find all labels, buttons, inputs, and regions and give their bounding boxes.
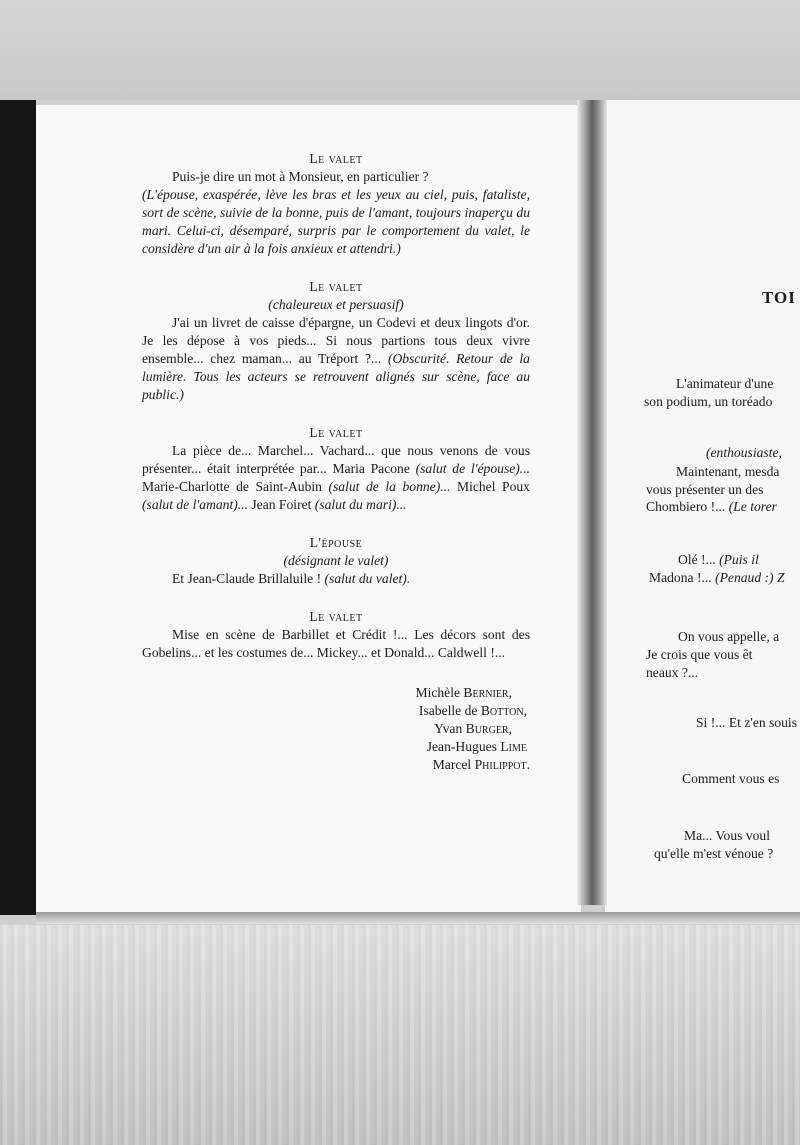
speaker-name: L'épouse [309, 535, 363, 550]
speaker-name: Le valet [309, 609, 363, 624]
speaker-manner: (désignant le valet) [283, 553, 389, 568]
signature-line: Isabelle de Botton, [418, 703, 527, 718]
speech: J'ai un livret de caisse d'épargne, un Codevi et deux lingots d'or. Je les dépose à vos pieds... Si nous partions tous deux vivre ensemble... chez maman... au Tréport ?... (Obscurité. Retour de la lumière. Tous les acteurs se retrouvent alignés sur scène, face au public.) [142, 315, 530, 402]
scan-background-top [0, 0, 800, 100]
right-line: Madona !... (Penaud :) Z [649, 570, 785, 585]
right-line: qu'elle m'est vénoue ? [654, 846, 774, 861]
right-line: Comment vous es [682, 771, 780, 786]
page-bottom-edge [36, 912, 800, 924]
speech: Puis-je dire un mot à Monsieur, en particulier ? [172, 169, 429, 184]
right-line: Maintenant, mesda [676, 464, 780, 479]
right-direction: (enthousiaste, [706, 445, 782, 460]
right-line: L'animateur d'une [676, 376, 774, 391]
book-gutter [577, 100, 607, 905]
right-line: Si !... Et z'en souis [696, 715, 797, 730]
signature-line: Marcel Philippot. [432, 757, 530, 772]
stage-direction: (Obscurité. Retour de la lumière. Tous les acteurs se retrouvent alignés sur scène, face au public.) [142, 351, 530, 402]
speech: Mise en scène de Barbillet et Crédit !... Les décors sont des Gobelins... et les costumes de... Mickey... et Donald... Caldwell !... [142, 627, 530, 660]
signature-line: Jean-Hugues Lime [426, 739, 527, 754]
scan-background-fade [0, 925, 800, 1145]
right-line: Ma... Vous voul [684, 828, 770, 843]
signature-line: Michèle Bernier, [415, 685, 512, 700]
scan-left-dark-edge [0, 100, 36, 915]
right-line: Olé !... (Puis il [678, 552, 759, 567]
right-line: vous présenter un des [646, 482, 764, 497]
right-line: Je crois que vous êt [646, 647, 753, 662]
right-line: neaux ?... [646, 665, 699, 680]
right-page-title: TOI [762, 288, 796, 307]
stage-direction: (salut du valet). [324, 571, 411, 586]
right-line: Chombiero !... (Le torer [646, 499, 777, 514]
speaker-manner: (chaleureux et persuasif) [268, 297, 404, 312]
speech: Et Jean-Claude Brillaluile ! (salut du valet). [172, 571, 411, 586]
signature-line: Yvan Burger, [434, 721, 512, 736]
right-line: son podium, un toréado [644, 394, 773, 409]
signatures [142, 684, 530, 774]
speaker-name: Le valet [309, 151, 363, 166]
speaker-name: Le valet [309, 425, 363, 440]
left-page-text [142, 150, 530, 774]
right-line: On vous appelle, a [678, 629, 780, 644]
stage-direction: (L'épouse, exaspérée, lève les bras et les yeux au ciel, puis, fataliste, sort de scène, suivie de la bonne, puis de l'amant, toujours inaperçu du mari. Celui-ci, désemparé, surpris par le comportement du valet, le considère d'un air à la fois anxieux et attendri.) [142, 187, 530, 256]
speech: La pièce de... Marchel... Vachard... que nous venons de vous présenter... était interprétée par... Maria Pacone (salut de l'épouse)... Marie-Charlotte de Saint-Aubin (salut de la bonne)... Michel Poux (salut de l'amant)... Jean Foiret (salut du mari)... [142, 443, 530, 512]
speaker-name: Le valet [309, 279, 363, 294]
